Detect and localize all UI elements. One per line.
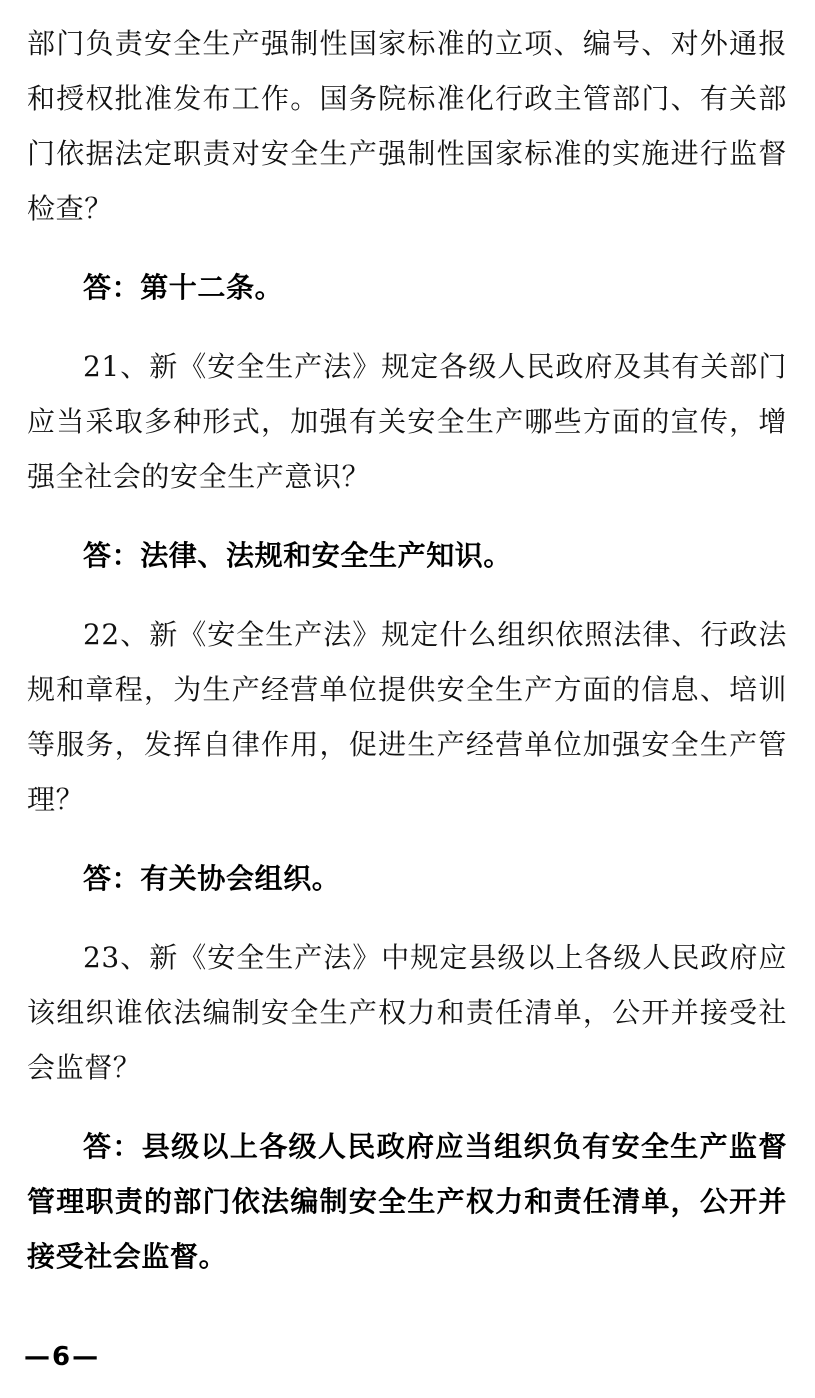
answer-22: 答：有关协会组织。 (83, 862, 341, 895)
paragraph-spacer (27, 236, 787, 260)
paragraph-spacer (27, 504, 787, 528)
question-20-continuation: 部门负责安全生产强制性国家标准的立项、编号、对外通报和授权批准发布工作。国务院标准化行政主管部门、有关部门依据法定职责对安全生产强制性国家标准的实施进行监督检查？ (27, 27, 787, 225)
answer-20: 答：第十二条。 (83, 271, 284, 304)
question-23: 23、新《安全生产法》中规定县级以上各级人民政府应该组织谁依法编制安全生产权力和责任清单，公开并接受社会监督？ (27, 941, 787, 1084)
paragraph-spacer (27, 583, 787, 607)
document-page (27, 0, 787, 1284)
paragraph-spacer (27, 1095, 787, 1119)
question-22: 22、新《安全生产法》规定什么组织依照法律、行政法规和章程，为生产经营单位提供安全生产方面的信息、培训等服务，发挥自律作用，促进生产经营单位加强安全生产管理？ (27, 618, 787, 816)
answer-23: 答：县级以上各级人民政府应当组织负有安全生产监督管理职责的部门依法编制安全生产权力和责任清单，公开并接受社会监督。 (27, 1130, 787, 1273)
paragraph-spacer (27, 906, 787, 930)
answer-21: 答：法律、法规和安全生产知识。 (83, 539, 513, 572)
page-number: —6— (24, 1342, 101, 1372)
paragraph-spacer (27, 315, 787, 339)
paragraph-spacer (27, 827, 787, 851)
question-21: 21、新《安全生产法》规定各级人民政府及其有关部门应当采取多种形式，加强有关安全生产哪些方面的宣传，增强全社会的安全生产意识？ (27, 350, 787, 493)
